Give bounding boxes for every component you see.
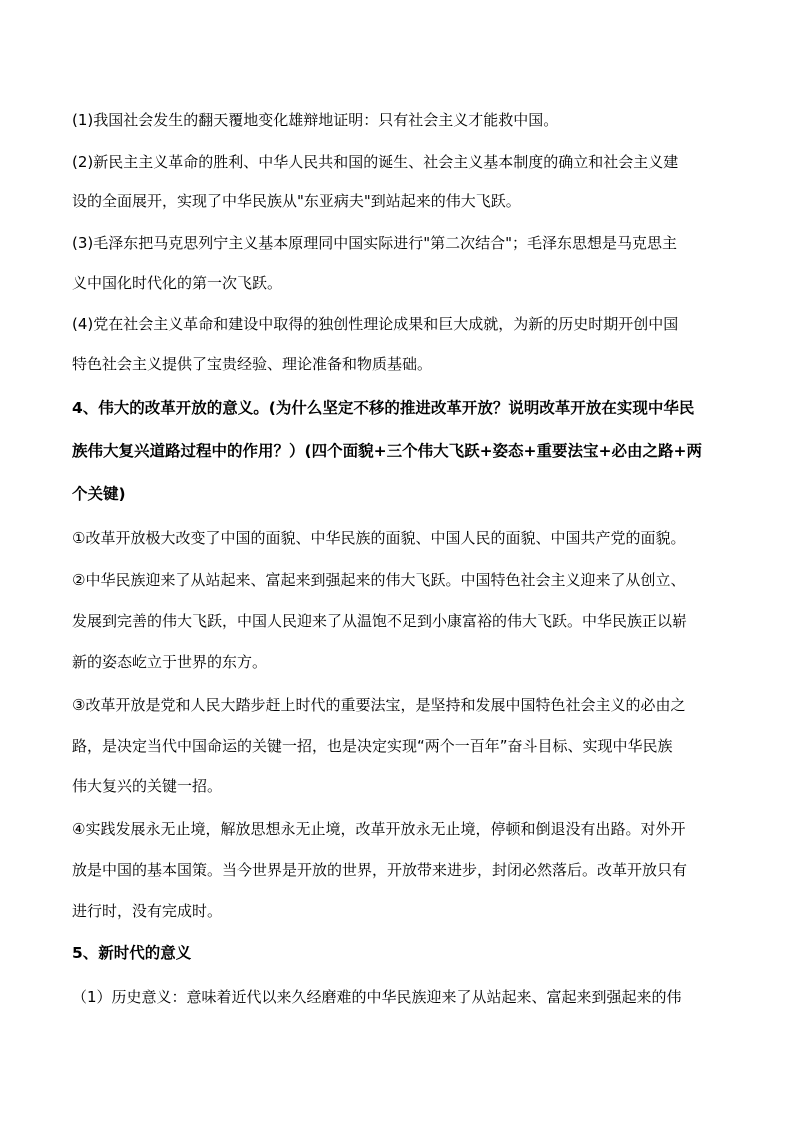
paragraph-line-11: ①改革开放极大改变了中国的面貌、中华民族的面貌、中国人民的面貌、中国共产党的面貌。	[72, 529, 686, 547]
paragraph-line-14: 新的姿态屹立于世界的东方。	[72, 653, 268, 671]
section-heading-5: 5、新时代的意义	[72, 944, 192, 962]
paragraph-line-16: 路，是决定当代中国命运的关键一招，也是决定实现“两个一百年”奋斗目标、实现中华民族	[72, 737, 673, 755]
paragraph-line-1: (1)我国社会发生的翻天覆地变化雄辩地证明：只有社会主义才能救中国。	[72, 111, 559, 129]
paragraph-line-5: 义中国化时代化的第一次飞跃。	[72, 274, 283, 292]
paragraph-line-12: ②中华民族迎来了从站起来、富起来到强起来的伟大飞跃。中国特色社会主义迎来了从创立、	[72, 571, 686, 589]
paragraph-line-19: 放是中国的基本国策。当今世界是开放的世界，开放带来进步，封闭必然落后。改革开放只有	[72, 861, 688, 879]
paragraph-line-6: (4)党在社会主义革命和建设中取得的独创性理论成果和巨大成就，为新的历史时期开创中国	[72, 315, 679, 333]
paragraph-line-3: 设的全面展开，实现了中华民族从"东亚病夫"到站起来的伟大飞跃。	[72, 192, 521, 210]
paragraph-line-18: ④实践发展永无止境，解放思想永无止境，改革开放永无止境，停顿和倒退没有出路。对外开	[72, 820, 686, 838]
paragraph-line-13: 发展到完善的伟大飞跃，中国人民迎来了从温饱不足到小康富裕的伟大飞跃。中华民族正以崭	[72, 612, 688, 630]
paragraph-line-17: 伟大复兴的关键一招。	[72, 777, 223, 795]
paragraph-line-4: (3)毛泽东把马克思列宁主义基本原理同中国实际进行"第二次结合"；毛泽东思想是马克思主	[72, 234, 678, 252]
paragraph-line-7: 特色社会主义提供了宝贵经验、理论准备和物质基础。	[72, 355, 433, 373]
section-heading-4-line-3: 个关键)	[72, 485, 126, 503]
section-heading-4-line-2: 族伟大复兴道路过程中的作用？）(四个面貌+三个伟大飞跃+姿态+重要法宝+必由之路+两	[72, 442, 703, 460]
paragraph-line-2: (2)新民主主义革命的胜利、中华人民共和国的诞生、社会主义基本制度的确立和社会主义建	[72, 153, 679, 171]
section-heading-4-line-1: 4、伟大的改革开放的意义。(为什么坚定不移的推进改革开放？说明改革开放在实现中华民	[72, 399, 695, 417]
paragraph-line-15: ③改革开放是党和人民大踏步赶上时代的重要法宝，是坚持和发展中国特色社会主义的必由之	[72, 696, 686, 714]
paragraph-line-20: 进行时，没有完成时。	[72, 902, 223, 920]
paragraph-line-22: （1）历史意义：意味着近代以来久经磨难的中华民族迎来了从站起来、富起来到强起来的伟	[72, 988, 682, 1006]
